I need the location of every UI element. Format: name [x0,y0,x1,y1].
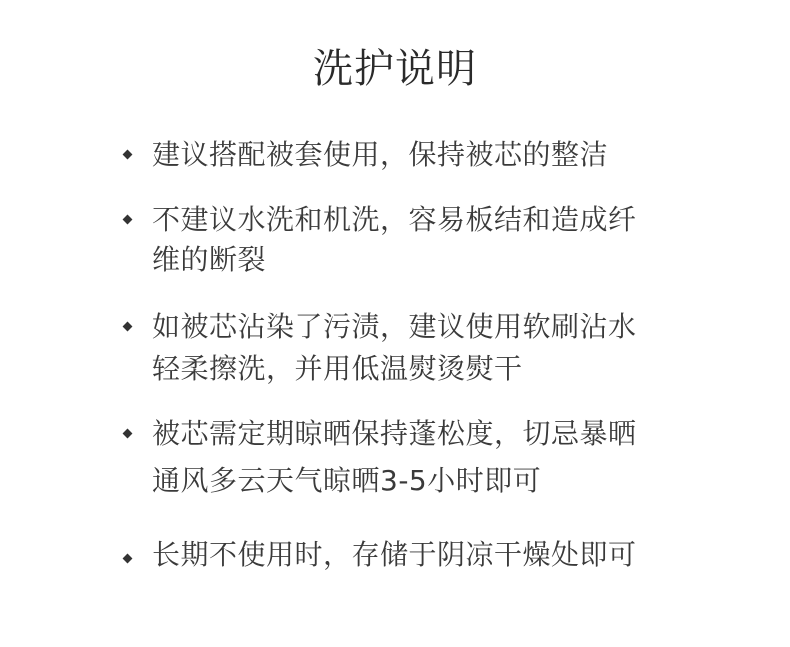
list-item-text: 维的断裂 [152,243,267,276]
diamond-bullet-icon [123,554,133,564]
list-item-text: 通风多云天气晾晒3-5小时即可 [152,464,542,497]
diamond-bullet-icon [123,215,133,225]
list-item-text: 如被芯沾染了污渍，建议使用软刷沾水 [152,310,637,343]
list-item-text: 建议搭配被套使用，保持被芯的整洁 [152,138,609,171]
list-item-text: 被芯需定期晾晒保持蓬松度，切忌暴晒 [152,417,637,450]
page-title: 洗护说明 [313,46,477,92]
list-item-text: 长期不使用时，存储于阴凉干燥处即可 [152,538,637,571]
diamond-bullet-icon [123,150,133,160]
diamond-bullet-icon [123,429,133,439]
list-item-text: 不建议水洗和机洗，容易板结和造成纤 [152,203,637,236]
list-item-text: 轻柔擦洗，并用低温熨烫熨干 [152,352,523,385]
diamond-bullet-icon [123,322,133,332]
